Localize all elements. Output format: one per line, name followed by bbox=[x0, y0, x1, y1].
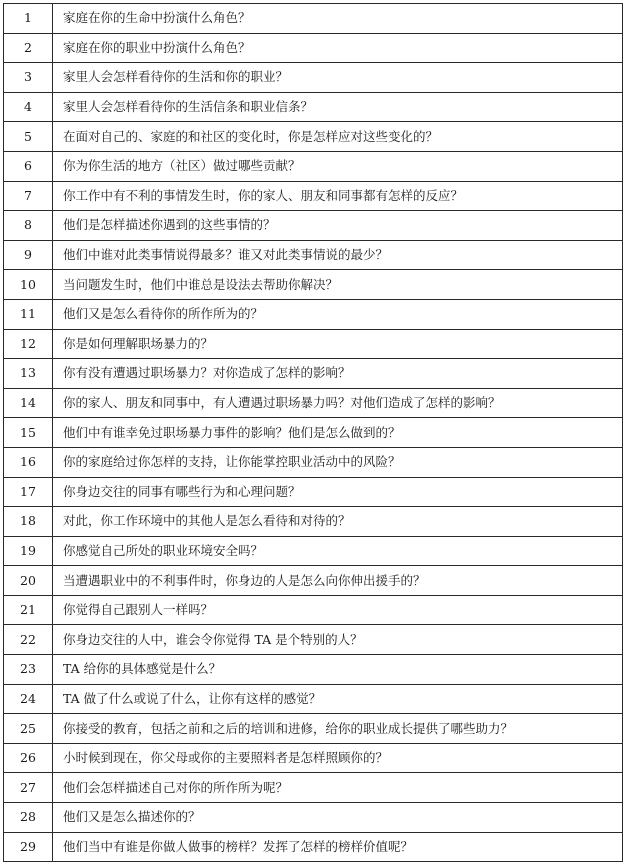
question-text: 他们是怎样描述你遇到的这些事情的？ bbox=[53, 211, 623, 241]
question-text: 你身边交往的人中，谁会令你觉得 TA 是个特别的人？ bbox=[53, 625, 623, 655]
row-number: 15 bbox=[4, 418, 53, 448]
table-row bbox=[4, 359, 623, 389]
question-text: 你接受的教育，包括之前和之后的培训和进修，给你的职业成长提供了哪些助力？ bbox=[53, 714, 623, 744]
row-number: 9 bbox=[4, 240, 53, 270]
table-row bbox=[4, 832, 623, 862]
question-text: 当遭遇职业中的不利事件时，你身边的人是怎么向你伸出援手的？ bbox=[53, 566, 623, 596]
row-number: 5 bbox=[4, 122, 53, 152]
table-row bbox=[4, 181, 623, 211]
question-text: TA 给你的具体感觉是什么？ bbox=[53, 655, 623, 685]
row-number: 24 bbox=[4, 684, 53, 714]
table-row bbox=[4, 655, 623, 685]
row-number: 14 bbox=[4, 388, 53, 418]
row-number: 13 bbox=[4, 359, 53, 389]
table-row bbox=[4, 684, 623, 714]
table-row bbox=[4, 122, 623, 152]
row-number: 11 bbox=[4, 299, 53, 329]
row-number: 28 bbox=[4, 803, 53, 833]
table-row bbox=[4, 447, 623, 477]
table-row bbox=[4, 211, 623, 241]
row-number: 2 bbox=[4, 33, 53, 63]
row-number: 27 bbox=[4, 773, 53, 803]
table-row bbox=[4, 240, 623, 270]
question-text: 对此，你工作环境中的其他人是怎么看待和对待的？ bbox=[53, 507, 623, 537]
table-row bbox=[4, 4, 623, 34]
row-number: 6 bbox=[4, 151, 53, 181]
question-text: 小时候到现在，你父母或你的主要照料者是怎样照顾你的？ bbox=[53, 743, 623, 773]
table-row bbox=[4, 536, 623, 566]
question-text: 他们又是怎么看待你的所作所为的？ bbox=[53, 299, 623, 329]
row-number: 20 bbox=[4, 566, 53, 596]
table-row bbox=[4, 33, 623, 63]
table-row bbox=[4, 92, 623, 122]
row-number: 18 bbox=[4, 507, 53, 537]
question-text: 家里人会怎样看待你的生活和你的职业？ bbox=[53, 63, 623, 93]
row-number: 25 bbox=[4, 714, 53, 744]
question-text: 他们中有谁幸免过职场暴力事件的影响？他们是怎么做到的？ bbox=[53, 418, 623, 448]
table-row bbox=[4, 388, 623, 418]
question-text: 他们会怎样描述自己对你的所作所为呢？ bbox=[53, 773, 623, 803]
row-number: 1 bbox=[4, 4, 53, 34]
question-text: 家庭在你的生命中扮演什么角色？ bbox=[53, 4, 623, 34]
row-number: 22 bbox=[4, 625, 53, 655]
question-text: 你感觉自己所处的职业环境安全吗？ bbox=[53, 536, 623, 566]
question-text: 你身边交往的同事有哪些行为和心理问题？ bbox=[53, 477, 623, 507]
question-text: 他们当中有谁是你做人做事的榜样？发挥了怎样的榜样价值呢？ bbox=[53, 832, 623, 862]
table-row bbox=[4, 507, 623, 537]
question-text: 你的家人、朋友和同事中，有人遭遇过职场暴力吗？对他们造成了怎样的影响？ bbox=[53, 388, 623, 418]
row-number: 21 bbox=[4, 595, 53, 625]
table-row bbox=[4, 270, 623, 300]
table-row bbox=[4, 595, 623, 625]
table-row bbox=[4, 477, 623, 507]
row-number: 8 bbox=[4, 211, 53, 241]
question-rows bbox=[4, 4, 623, 862]
row-number: 23 bbox=[4, 655, 53, 685]
row-number: 29 bbox=[4, 832, 53, 862]
row-number: 3 bbox=[4, 63, 53, 93]
row-number: 26 bbox=[4, 743, 53, 773]
table-row bbox=[4, 714, 623, 744]
table-row bbox=[4, 566, 623, 596]
question-text: 你工作中有不利的事情发生时，你的家人、朋友和同事都有怎样的反应？ bbox=[53, 181, 623, 211]
question-text: 你是如何理解职场暴力的？ bbox=[53, 329, 623, 359]
question-text: 家里人会怎样看待你的生活信条和职业信条？ bbox=[53, 92, 623, 122]
table-row bbox=[4, 743, 623, 773]
table-row bbox=[4, 773, 623, 803]
table-row bbox=[4, 418, 623, 448]
table-row bbox=[4, 299, 623, 329]
table-row bbox=[4, 625, 623, 655]
question-text: TA 做了什么或说了什么，让你有这样的感觉？ bbox=[53, 684, 623, 714]
question-table bbox=[3, 3, 623, 862]
question-text: 他们中谁对此类事情说得最多？谁又对此类事情说的最少？ bbox=[53, 240, 623, 270]
table-row bbox=[4, 329, 623, 359]
table-row bbox=[4, 803, 623, 833]
row-number: 12 bbox=[4, 329, 53, 359]
question-text: 你的家庭给过你怎样的支持，让你能掌控职业活动中的风险？ bbox=[53, 447, 623, 477]
question-text: 家庭在你的职业中扮演什么角色？ bbox=[53, 33, 623, 63]
row-number: 17 bbox=[4, 477, 53, 507]
row-number: 16 bbox=[4, 447, 53, 477]
question-text: 当问题发生时，他们中谁总是设法去帮助你解决？ bbox=[53, 270, 623, 300]
question-text: 你觉得自己跟别人一样吗？ bbox=[53, 595, 623, 625]
question-text: 你有没有遭遇过职场暴力？对你造成了怎样的影响？ bbox=[53, 359, 623, 389]
row-number: 7 bbox=[4, 181, 53, 211]
row-number: 10 bbox=[4, 270, 53, 300]
question-text: 在面对自己的、家庭的和社区的变化时，你是怎样应对这些变化的？ bbox=[53, 122, 623, 152]
table-row bbox=[4, 63, 623, 93]
row-number: 4 bbox=[4, 92, 53, 122]
row-number: 19 bbox=[4, 536, 53, 566]
question-text: 你为你生活的地方（社区）做过哪些贡献？ bbox=[53, 151, 623, 181]
table-row bbox=[4, 151, 623, 181]
question-text: 他们又是怎么描述你的？ bbox=[53, 803, 623, 833]
